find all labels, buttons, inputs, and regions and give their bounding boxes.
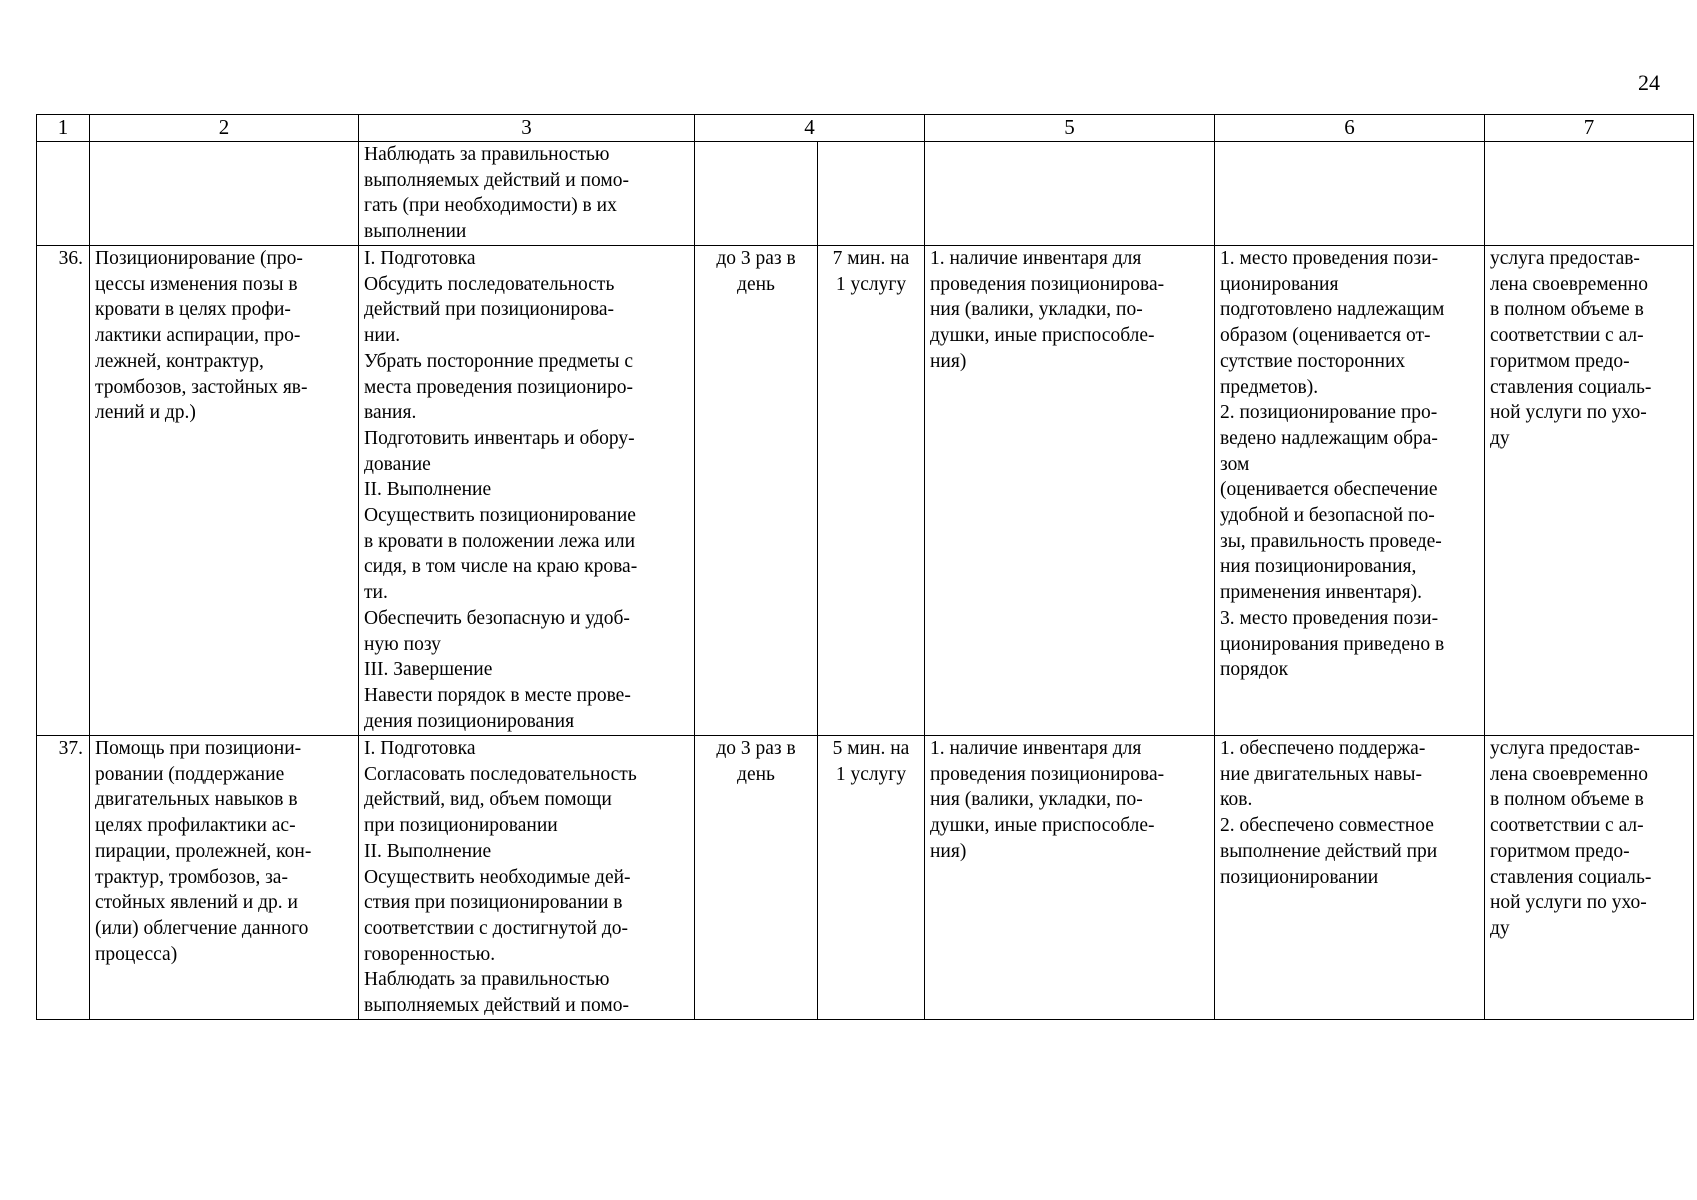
service-quality xyxy=(1215,142,1485,246)
service-quality: 1. обеспечено поддержа- ние двигательных навы- ков. 2. обеспечено совместное выполнение действий при позиционировании xyxy=(1215,736,1485,1020)
header-col-7: 7 xyxy=(1485,115,1694,142)
service-quality: 1. место проведения пози- ционирования подготовлено надлежащим образом (оценивается от- сутствие посторонних предметов). 2. позиционирование про- ведено надлежащим обра- зом (оценивается обеспечение удобной и безопасной по- зы, правильность проведе- ния позиционирования, применения инвентаря). 3. место проведения пози- ционирования приведено в порядок xyxy=(1215,246,1485,736)
service-name: Позиционирование (про- цессы изменения позы в кровати в целях профи- лактики аспирации, про- лежней, контрактур, тромбозов, застойных яв- лений и др.) xyxy=(90,246,359,736)
service-duration: 5 мин. на 1 услугу xyxy=(818,736,925,1020)
service-name: Помощь при позициони- ровании (поддержание двигательных навыков в целях профилактики ас- пирации, пролежней, кон- трактур, тромбозов, за- стойных явлений и др. и (или) облегчение данного процесса) xyxy=(90,736,359,1020)
header-col-3: 3 xyxy=(359,115,695,142)
service-frequency xyxy=(695,142,818,246)
header-col-5: 5 xyxy=(925,115,1215,142)
service-conditions: 1. наличие инвентаря для проведения позиционирова- ния (валики, укладки, по- душки, иные приспособле- ния) xyxy=(925,736,1215,1020)
table-row xyxy=(37,736,1694,1020)
row-number: 37. xyxy=(37,736,90,1020)
table-row xyxy=(37,142,1694,246)
row-number: 36. xyxy=(37,246,90,736)
header-col-2: 2 xyxy=(90,115,359,142)
service-duration: 7 мин. на 1 услугу xyxy=(818,246,925,736)
service-name xyxy=(90,142,359,246)
service-conditions xyxy=(925,142,1215,246)
service-duration xyxy=(818,142,925,246)
service-result: услуга предостав- лена своевременно в полном объеме в соответствии с ал- горитмом предо- ставления социаль- ной услуги по ухо- ду xyxy=(1485,246,1694,736)
header-col-1: 1 xyxy=(37,115,90,142)
header-col-6: 6 xyxy=(1215,115,1485,142)
header-row xyxy=(37,115,1694,142)
service-result xyxy=(1485,142,1694,246)
service-frequency: до 3 раз в день xyxy=(695,736,818,1020)
header-col-4: 4 xyxy=(695,115,925,142)
row-number xyxy=(37,142,90,246)
service-actions: I. Подготовка Согласовать последовательность действий, вид, объем помощи при позиционировании II. Выполнение Осуществить необходимые дей- ствия при позиционировании в соответствии с достигнутой до- говоренностью. Наблюдать за правильностью выполняемых действий и помо- xyxy=(359,736,695,1020)
page-number: 24 xyxy=(1638,70,1660,95)
service-conditions: 1. наличие инвентаря для проведения позиционирова- ния (валики, укладки, по- душки, иные приспособле- ния) xyxy=(925,246,1215,736)
table-row xyxy=(37,246,1694,736)
service-actions: I. Подготовка Обсудить последовательность действий при позиционирова- нии. Убрать посторонние предметы с места проведения позициониро- вания. Подготовить инвентарь и обору- дование II. Выполнение Осуществить позиционирование в кровати в положении лежа или сидя, в том числе на краю крова- ти. Обеспечить безопасную и удоб- ную позу III. Завершение Навести порядок в месте прове- дения позиционирования xyxy=(359,246,695,736)
service-result: услуга предостав- лена своевременно в полном объеме в соответствии с ал- горитмом предо- ставления социаль- ной услуги по ухо- ду xyxy=(1485,736,1694,1020)
service-frequency: до 3 раз в день xyxy=(695,246,818,736)
service-actions: Наблюдать за правильностью выполняемых действий и помо- гать (при необходимости) в их выполнении xyxy=(359,142,695,246)
services-table xyxy=(36,114,1694,1020)
